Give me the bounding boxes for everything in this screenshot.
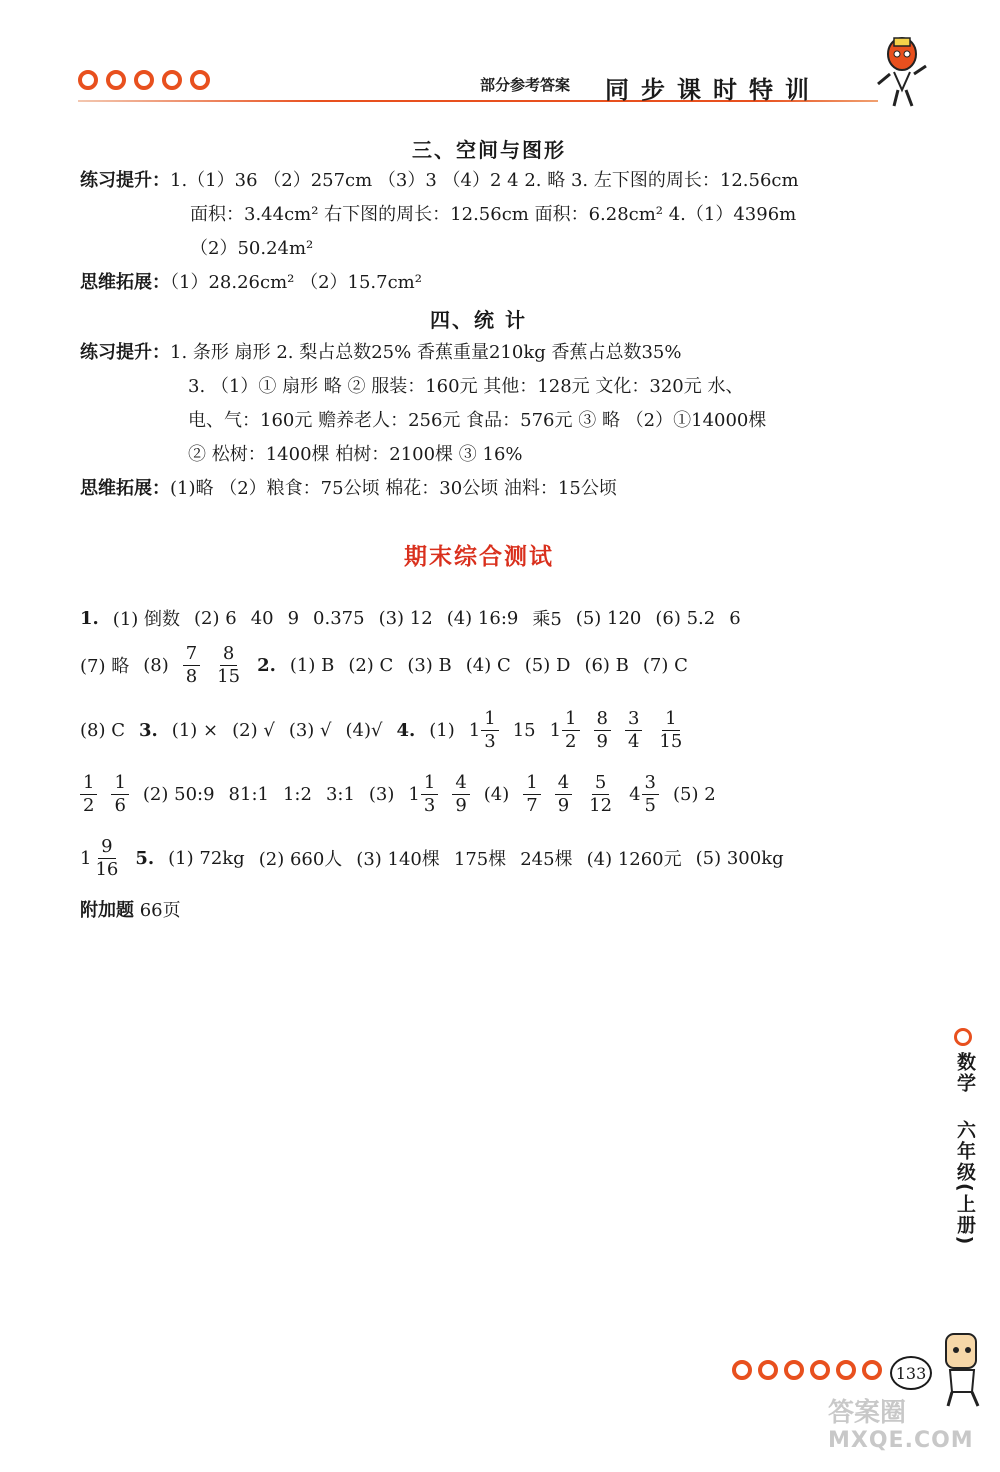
answer-item: 乘5: [532, 609, 562, 630]
fraction: $\frac{8}{15}$: [217, 642, 241, 687]
section4-practice-line1: [80, 340, 681, 366]
section4-practice-line2: 3. （1）① 扇形 略 ② 服装：160元 其他：128元 文化：320元 水、: [188, 376, 744, 397]
answer-item: (7) 略: [80, 656, 130, 677]
section4-practice-label: 练习提升：: [80, 342, 170, 363]
section3-practice-line1: [80, 168, 799, 194]
section3-practice-line3: （2）50.24m²: [190, 238, 314, 259]
mixed-number: 1 $\frac{1}{3}$: [469, 708, 499, 753]
answer-item: (5) 300kg: [695, 847, 784, 869]
sidebar-subject: 数学: [954, 1052, 976, 1094]
answer-item: 9: [287, 607, 300, 629]
answer-row-3: [80, 700, 685, 760]
answer-item: (1) 72kg: [168, 847, 245, 869]
mixed-number: 1 $\frac{1}{2}$: [550, 708, 580, 753]
answer-item: (5) 120: [575, 607, 642, 629]
answer-item: (4)√: [345, 719, 383, 741]
answer-item: 81:1: [228, 783, 269, 805]
mixed-number: 4 $\frac{3}{5}$: [629, 772, 659, 817]
answer-item: (1) B: [289, 654, 335, 676]
answer-item: (3) 12: [378, 607, 433, 629]
section3-practice-line2: 面积：3.44cm² 右下图的周长：12.56cm 面积：6.28cm² 4.（1）4396m: [190, 204, 797, 225]
fraction: $\frac{1}{2}$: [80, 772, 97, 817]
answer-item: (6) B: [584, 654, 629, 676]
q3-number: 3.: [139, 719, 158, 741]
section4-title: 四、统 计: [430, 308, 527, 332]
section3-thinking-label: 思维拓展：: [80, 272, 170, 293]
fraction: $\frac{7}{8}$: [183, 643, 200, 688]
bonus-line: [80, 898, 181, 924]
bonus-value: 66页: [139, 900, 181, 921]
answer-item: (4) C: [465, 654, 511, 676]
q1-number: 1.: [80, 607, 99, 629]
fraction: $\frac{8}{9}$: [594, 708, 611, 753]
fraction: $\frac{1}{7}$: [523, 772, 540, 817]
section4-practice-line4: ② 松树：1400棵 柏树：2100棵 ③ 16%: [188, 444, 523, 465]
q2-number: 2.: [257, 654, 276, 676]
page-number: 133: [890, 1356, 932, 1390]
header-title: 同步课时特训: [605, 76, 821, 104]
answer-item: (7) C: [642, 654, 688, 676]
answer-item: 15: [512, 719, 536, 741]
watermark-text: 答案圈: [828, 1398, 907, 1428]
sidebar-ring-icon: [954, 1028, 972, 1046]
answer-item: (5) D: [524, 654, 571, 676]
fraction: $\frac{3}{4}$: [625, 708, 642, 753]
answer-item: (2) 660人: [258, 849, 343, 870]
mixed-number: 1 $\frac{1}{3}$: [408, 772, 438, 817]
answer-item: 175棵: [453, 849, 507, 870]
answer-row-5: [80, 828, 784, 888]
watermark-url: MXQE.COM: [828, 1428, 974, 1453]
section4-practice-text1: 1. 条形 扇形 2. 梨占总数25% 香蕉重量210kg 香蕉占总数35%: [170, 342, 682, 363]
q5-number: 5.: [135, 847, 155, 869]
answer-item: (8): [143, 654, 169, 676]
section3-thinking-text: （1）28.26cm² （2）15.7cm²: [170, 272, 422, 293]
mixed-number: 1 $\frac{9}{16}$: [80, 835, 119, 880]
answer-row-2: [80, 635, 688, 695]
section4-thinking-text: (1)略 （2）粮食：75公顷 棉花：30公顷 油料：15公顷: [170, 478, 617, 499]
fraction: $\frac{1}{6}$: [111, 772, 128, 817]
answer-item: (5) 2: [672, 783, 716, 805]
fraction: $\frac{4}{9}$: [452, 772, 469, 817]
fraction: $\frac{4}{9}$: [555, 772, 572, 817]
section3-practice-text1: 1.（1）36 （2）257cm （3）3 （4）2 4 2. 略 3. 左下图的周长：12.56cm: [170, 170, 799, 191]
answer-item: (3) B: [407, 654, 452, 676]
answer-item: (3): [368, 783, 395, 805]
answer-item: (8) C: [80, 719, 125, 741]
answer-item: 245棵: [520, 849, 573, 870]
answer-item: (1): [429, 719, 455, 741]
answer-item: (4) 16:9: [446, 607, 519, 629]
fraction: $\frac{5}{12}$: [589, 771, 613, 816]
section4-thinking-line: [80, 476, 617, 502]
bonus-label: 附加题: [80, 900, 134, 921]
answer-item: (1) ×: [171, 719, 219, 741]
answer-item: 1:2: [282, 783, 312, 805]
answer-item: 0.375: [313, 607, 365, 629]
footer-rings-decoration: [732, 1360, 882, 1380]
answer-item: 40: [250, 607, 274, 629]
header-subtitle: 部分参考答案: [480, 76, 571, 94]
answer-item: 3:1: [325, 783, 355, 805]
section3-practice-label: 练习提升：: [80, 170, 170, 191]
answer-item: (4): [483, 783, 510, 805]
answer-item: (2) 6: [194, 607, 237, 629]
section4-thinking-label: 思维拓展：: [80, 478, 170, 499]
answer-item: (2) √: [232, 719, 275, 741]
answer-item: (3) √: [288, 719, 332, 741]
answer-item: (3) 140棵: [356, 849, 440, 870]
answer-item: (6) 5.2: [655, 607, 716, 629]
header-rings-decoration: [78, 70, 210, 90]
answer-item: (1) 倒数: [112, 609, 181, 630]
fraction: $\frac{1}{15}$: [659, 707, 683, 752]
answer-item: (2) 50:9: [142, 783, 215, 805]
section4-practice-line3: 电、气：160元 赡养老人：256元 食品：576元 ③ 略 （2）①14000棵: [188, 410, 767, 431]
footer-mascot-icon: [932, 1330, 992, 1410]
answer-item: (2) C: [348, 654, 394, 676]
answer-item: 6: [729, 607, 741, 629]
section3-title: 三、空间与图形: [412, 138, 566, 162]
mascot-icon: [872, 32, 932, 112]
answer-row-4: [80, 764, 716, 824]
section3-thinking-line: [80, 270, 422, 296]
final-test-title: 期末综合测试: [404, 544, 554, 570]
q4-number: 4.: [396, 719, 416, 741]
answer-item: (4) 1260元: [586, 849, 682, 870]
sidebar-grade: 六年级(上册): [954, 1120, 976, 1247]
